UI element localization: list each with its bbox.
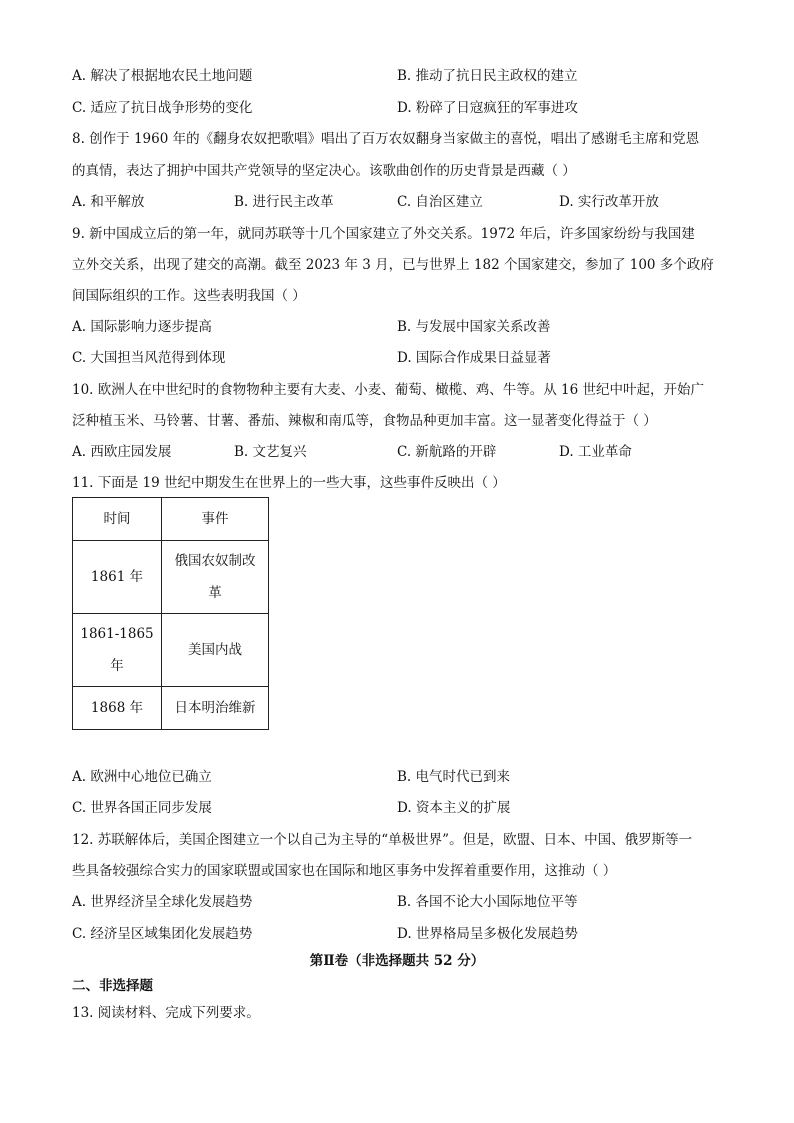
q12-stem-line-1: 12. 苏联解体后，美国企图建立一个以自己为主导的“单极世界”。但是，欧盟、日本、中国、俄罗斯等一 xyxy=(72,832,693,848)
table-cell-time-line-2: 年 xyxy=(110,658,124,674)
q11-option-d: D. 资本主义的扩展 xyxy=(397,800,511,816)
q12-option-d: D. 世界格局呈多极化发展趋势 xyxy=(397,926,578,942)
table-header-event: 事件 xyxy=(162,498,269,541)
q9-option-a: A. 国际影响力逐步提高 xyxy=(72,319,212,335)
q7-option-a: A. 解决了根据地农民土地问题 xyxy=(72,68,253,84)
q12-option-c: C. 经济呈区域集团化发展趋势 xyxy=(72,926,253,942)
q11-option-a: A. 欧洲中心地位已确立 xyxy=(72,769,212,785)
q11-option-c: C. 世界各国正同步发展 xyxy=(72,800,212,816)
table-header-row xyxy=(73,498,269,541)
table-cell-time xyxy=(73,614,162,687)
q9-option-d: D. 国际合作成果日益显著 xyxy=(397,350,551,366)
table-cell-time: 1861 年 xyxy=(73,541,162,614)
q12-stem-line-2: 些具备较强综合实力的国家联盟或国家也在国际和地区事务中发挥着重要作用，这推动（ ） xyxy=(72,863,617,879)
q7-option-c: C. 适应了抗日战争形势的变化 xyxy=(72,100,253,116)
q9-stem-line-2: 立外交关系，出现了建交的高潮。截至 2023 年 3 月，已与世界上 182 个国家建交，参加了 100 多个政府 xyxy=(72,257,714,273)
section-heading: 二、非选择题 xyxy=(72,978,153,994)
q9-option-c: C. 大国担当风范得到体现 xyxy=(72,350,226,366)
q10-stem-line-2: 泛种植玉米、马铃薯、甘薯、番茄、辣椒和南瓜等，食物品种更加丰富。这一显著变化得益于（ ） xyxy=(72,413,657,429)
table-row xyxy=(73,541,269,614)
table-cell-time: 1868 年 xyxy=(73,687,162,730)
table-row xyxy=(73,687,269,730)
table-cell-event: 美国内战 xyxy=(162,614,269,687)
table-cell-event-line-1: 俄国农奴制改 xyxy=(174,553,256,569)
q7-option-b: B. 推动了抗日民主政权的建立 xyxy=(397,68,578,84)
volume-title: 第Ⅱ卷（非选择题共 52 分） xyxy=(309,953,485,969)
q9-stem-line-1: 9. 新中国成立后的第一年，就同苏联等十几个国家建立了外交关系。1972 年后，许多国家纷纷与我国建 xyxy=(72,226,695,242)
table-cell-event xyxy=(162,541,269,614)
q13-stem: 13. 阅读材料、完成下列要求。 xyxy=(72,1005,260,1021)
q8-option-a: A. 和平解放 xyxy=(72,194,145,210)
q8-stem-line-2: 的真情，表达了拥护中国共产党领导的坚定决心。该歌曲创作的历史背景是西藏（ ） xyxy=(72,163,576,179)
q11-stem-line-1: 11. 下面是 19 世纪中期发生在世界上的一些大事，这些事件反映出（ ） xyxy=(72,475,506,491)
q7-option-d: D. 粉碎了日寇疯狂的军事进攻 xyxy=(397,100,578,116)
q10-stem-line-1: 10. 欧洲人在中世纪时的食物物种主要有大麦、小麦、葡萄、橄榄、鸡、牛等。从 16 世纪中叶起，开始广 xyxy=(72,382,705,398)
q8-option-c: C. 自治区建立 xyxy=(397,194,483,210)
q8-option-b: B. 进行民主改革 xyxy=(234,194,334,210)
q10-option-c: C. 新航路的开辟 xyxy=(397,444,497,460)
table-row xyxy=(73,614,269,687)
q10-option-d: D. 工业革命 xyxy=(559,444,632,460)
q8-option-d: D. 实行改革开放 xyxy=(559,194,659,210)
q9-stem-line-3: 间国际组织的工作。这些表明我国（ ） xyxy=(72,288,306,304)
table-cell-event-line-2: 革 xyxy=(208,585,222,601)
q10-option-b: B. 文艺复兴 xyxy=(234,444,307,460)
q12-option-a: A. 世界经济呈全球化发展趋势 xyxy=(72,894,253,910)
events-table xyxy=(72,497,269,730)
q12-option-b: B. 各国不论大小国际地位平等 xyxy=(397,894,578,910)
table-cell-time-line-1: 1861-1865 xyxy=(80,626,154,642)
q11-option-b: B. 电气时代已到来 xyxy=(397,769,511,785)
table-cell-event: 日本明治维新 xyxy=(162,687,269,730)
q8-stem-line-1: 8. 创作于 1960 年的《翻身农奴把歌唱》唱出了百万农奴翻身当家做主的喜悦，唱出了感谢毛主席和党恩 xyxy=(72,131,700,147)
table-header-time: 时间 xyxy=(73,498,162,541)
q9-option-b: B. 与发展中国家关系改善 xyxy=(397,319,551,335)
q10-option-a: A. 西欧庄园发展 xyxy=(72,444,172,460)
